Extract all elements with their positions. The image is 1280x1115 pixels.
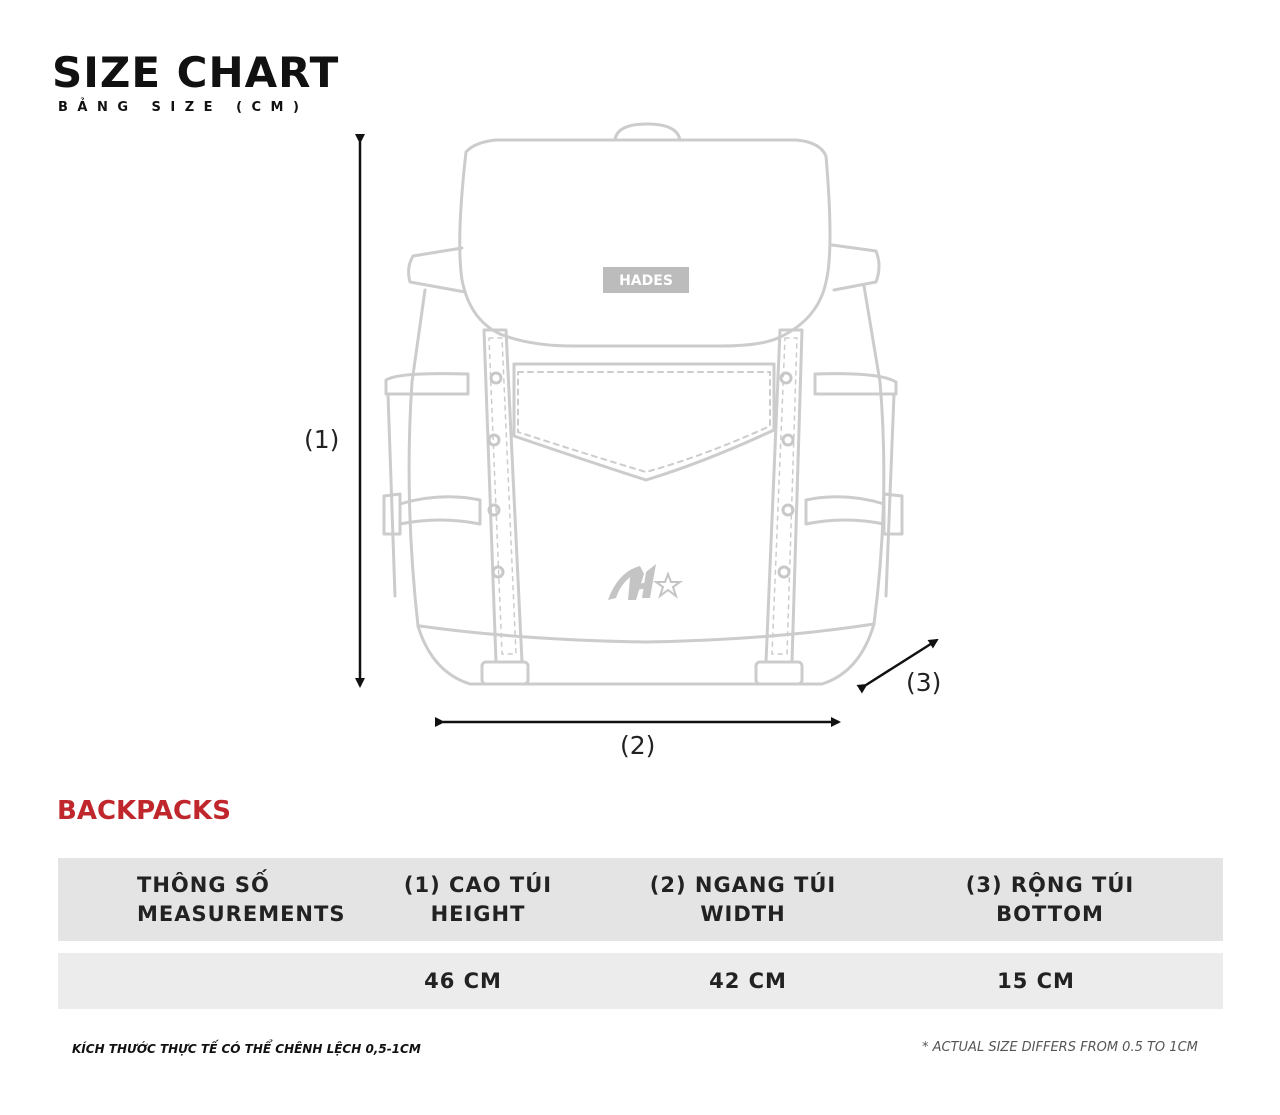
header-line-vi: THÔNG SỐ — [137, 873, 270, 897]
page-title: SIZE CHART — [52, 48, 340, 97]
height-label: (1) — [304, 425, 340, 454]
table-row — [58, 953, 1223, 1009]
header-line-vi: (1) CAO TÚI — [403, 873, 553, 897]
table-cell: 42 CM — [709, 969, 787, 993]
table-header-cell — [643, 871, 843, 929]
brand-logo-icon — [608, 564, 680, 600]
rivets — [489, 373, 793, 577]
side-pocket-left — [386, 374, 468, 394]
header-line-en: BOTTOM — [996, 902, 1104, 926]
shoulder-strap-right — [832, 245, 879, 290]
table-cell: 46 CM — [424, 969, 502, 993]
table-header-cell — [378, 871, 578, 929]
bottom-buckle-right — [756, 662, 802, 684]
shoulder-strap-left — [409, 248, 465, 292]
table-header-cell — [950, 871, 1150, 929]
header-line-vi: (2) NGANG TÚI — [649, 873, 837, 897]
side-pocket-right — [815, 374, 896, 394]
note-en: * ACTUAL SIZE DIFFERS FROM 0.5 TO 1CM — [922, 1040, 1198, 1055]
table-header-row — [58, 858, 1223, 941]
top-handle — [615, 124, 680, 140]
note-vi: KÍCH THƯỚC THỰC TẾ CÓ THỂ CHÊNH LỆCH 0,5-1CM — [72, 1042, 421, 1056]
bottom-panel — [420, 624, 874, 642]
header-line-vi: (3) RỘNG TÚI — [965, 873, 1135, 897]
table-cell: 15 CM — [997, 969, 1075, 993]
width-label: (2) — [620, 731, 656, 760]
side-buckle-left — [384, 494, 480, 534]
bottom-buckle-left — [482, 662, 528, 684]
page-subtitle: BẢNG SIZE (CM) — [58, 100, 309, 115]
brand-label: HADES — [619, 273, 673, 289]
front-strap-left — [484, 330, 522, 662]
table-header-cell — [137, 871, 345, 929]
front-pocket-stitching — [518, 372, 770, 472]
header-line-en: HEIGHT — [430, 902, 526, 926]
depth-label: (3) — [906, 668, 942, 697]
section-title: BACKPACKS — [57, 796, 231, 826]
backpack-flap — [460, 140, 830, 346]
header-line-en: MEASUREMENTS — [137, 902, 346, 926]
front-strap-right — [766, 330, 802, 662]
header-line-en: WIDTH — [700, 902, 786, 926]
front-pocket — [514, 364, 774, 480]
